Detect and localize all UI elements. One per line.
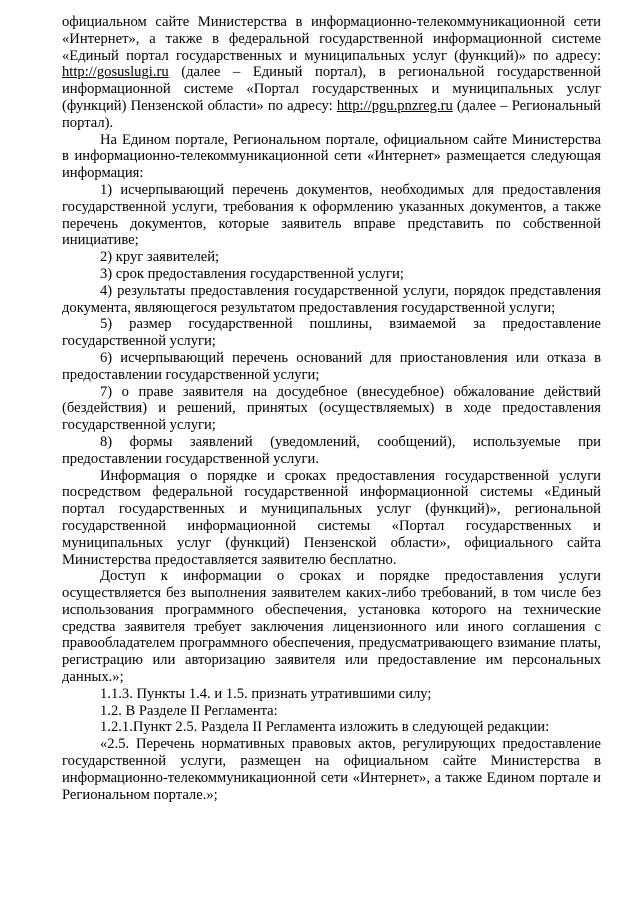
paragraph-free-info: Информация о порядке и сроках предоставления государственной услуги посредством федеральной государственной информационной системы «Единый портал государственных и муниципальных услуг (функций)», региональной государственной информационной системы «Портал государственных и муниципальных услуг (функций) Пензенской области», официального сайта Министерства предоставляется заявителю бесплатно.	[62, 467, 601, 568]
list-item-6: 6) исчерпывающий перечень оснований для приостановления или отказа в предоставлении государственной услуги;	[62, 349, 601, 383]
paragraph-2-5: «2.5. Перечень нормативных правовых актов, регулирующих предоставление государственной услуги, размещен на официальном сайте Министерства в информационно-телекоммуникационной сети «Интернет», а также Едином портале и Региональном портале.»;	[62, 736, 601, 803]
paragraph-portals-info: На Едином портале, Региональном портале, официальном сайте Министерства в информационно-телекоммуникационной сети «Интернет» размещается следующая информация:	[62, 131, 601, 182]
pgu-link[interactable]: http://pgu.pnzreg.ru	[336, 97, 453, 114]
paragraph-1-1-3: 1.1.3. Пункты 1.4. и 1.5. признать утратившими силу;	[100, 685, 432, 702]
paragraph-text: (далее – Единый портал), в региональной государственной информационной системе «Портал государственных и муниципальных услуг (функций) Пензенской области» по адресу:	[62, 64, 601, 114]
list-item-4: 4) результаты предоставления государственной услуги, порядок представления документа, являющегося результатом предоставления государственной услуги;	[62, 282, 601, 316]
list-item-1: 1) исчерпывающий перечень документов, необходимых для предоставления государственной услуги, требования к оформлению указанных документов, а также перечень документов, которые заявитель вправе представить по собственной инициативе;	[62, 181, 601, 249]
paragraph-1-2-1: 1.2.1.Пункт 2.5. Раздела II Регламента изложить в следующей редакции:	[100, 719, 550, 736]
list-item-7: 7) о праве заявителя на досудебное (внесудебное) обжалование действий (бездействия) и решений, принятых (осуществляемых) в ходе предоставления государственной услуги;	[62, 383, 601, 434]
list-item-5: 5) размер государственной пошлины, взимаемой за предоставление государственной услуги;	[62, 316, 601, 350]
list-item-8: 8) формы заявлений (уведомлений, сообщений), используемые при предоставлении государственной услуги.	[62, 433, 601, 467]
list-item-2: 2) круг заявителей;	[100, 249, 220, 266]
document-page	[62, 14, 601, 803]
gosuslugi-link[interactable]: http://gosuslugi.ru	[62, 64, 169, 81]
paragraph-text: (далее – Региональный портал).	[62, 97, 601, 131]
paragraph-1-2: 1.2. В Разделе II Регламента:	[100, 702, 278, 719]
paragraph-text: официальном сайте Министерства в информационно-телекоммуникационной сети «Интернет», а также в федеральной государственной информационной системе «Единый портал государственных и муниципальных услуг (функций)» по адресу:	[62, 14, 601, 64]
paragraph-access: Доступ к информации о сроках и порядке предоставления услуги осуществляется без выполнения заявителем каких-либо требований, в том числе без использования программного обеспечения, установка которого на технические средства заявителя требует заключения лицензионного или иного соглашения с правообладателем программного обеспечения, предусматривающего взимание платы, регистрацию или авторизацию заявителя или предоставление им персональных данных.»;	[62, 568, 601, 686]
paragraph-continuation	[62, 14, 601, 132]
list-item-3: 3) срок предоставления государственной услуги;	[100, 265, 404, 282]
